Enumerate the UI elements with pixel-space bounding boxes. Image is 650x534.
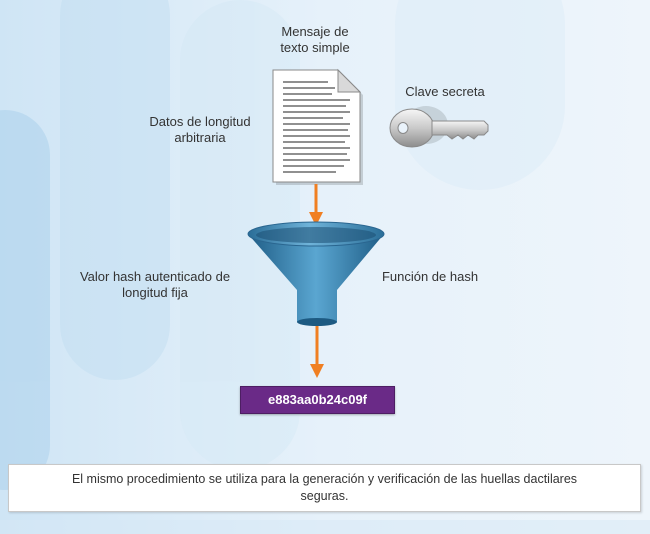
document-label <box>255 24 375 56</box>
hash-output-box: e883aa0b24c09f <box>240 386 395 414</box>
document-label-line1: Mensaje de <box>281 24 349 39</box>
secret-key-label: Clave secreta <box>405 84 485 99</box>
hash-function-label: Función de hash <box>381 269 479 284</box>
hash-value-label: Valor hash autenticado de longitud fija <box>79 269 231 300</box>
data-label: Datos de longitud arbitraria <box>149 114 251 145</box>
document-label-line2: texto simple <box>280 40 350 55</box>
document-icon <box>273 70 363 185</box>
footer-note: El mismo procedimiento se utiliza para la generación y verificación de las huellas dactilares seguras. <box>8 464 641 512</box>
